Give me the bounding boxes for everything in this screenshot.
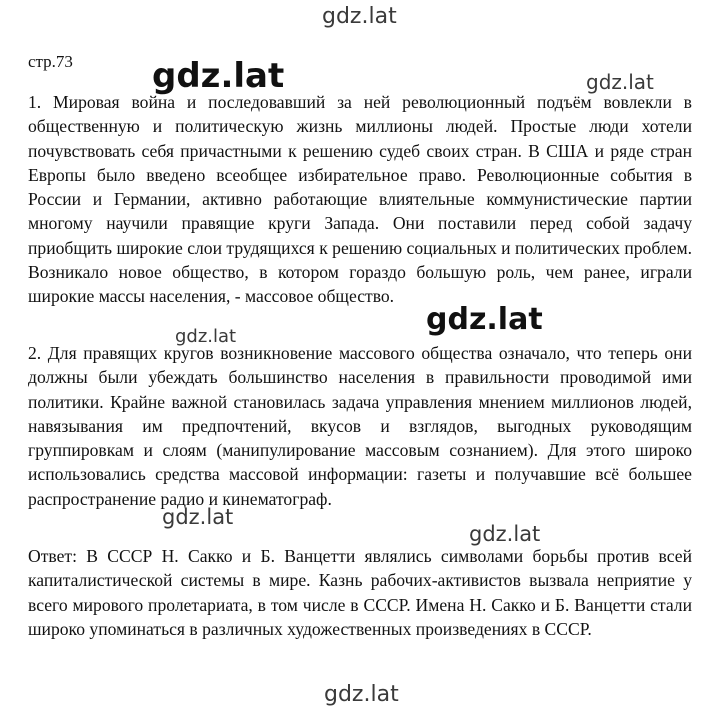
watermark-bold-1: gdz.lat bbox=[152, 56, 285, 96]
watermark-mid-2: gdz.lat bbox=[162, 505, 234, 529]
watermark-top: gdz.lat bbox=[322, 4, 397, 29]
answer-paragraph: Ответ: В СССР Н. Сакко и Б. Ванцетти являлись символами борьбы против всей капиталистической системы в мире. Казнь рабочих-активистов вызвала неприятие у всего мирового пролетариата, в том числе в СССР. Имена Н. Сакко и Б. Ванцетти стали широко упоминаться в различных художественных произведениях в СССР. bbox=[28, 546, 692, 639]
watermark-bottom: gdz.lat bbox=[324, 682, 399, 707]
watermark-bold-2: gdz.lat bbox=[426, 302, 543, 337]
paragraph-2: 2. Для правящих кругов возникновение массового общества означало, что теперь они должны были убеждать большинство населения в правильности проводимой ими политики. Крайне важной становилась задача управления мнением миллионов людей, навязывания им предпочтений, вкусов и взглядов, выгодных руководящим группировкам и слоям (манипулирование массовым сознанием). Для этого широко использовались средства массовой информации: газеты и получавшие всё большее распространение радио и кинематограф. bbox=[28, 343, 692, 509]
page-reference: стр.73 bbox=[28, 52, 73, 71]
paragraph-1: 1. Мировая война и последовавший за ней революционный подъём вовлекли в общественную и политическую жизнь миллионы людей. Простые люди хотели почувствовать себя причастными к решению судеб своих стран. В США и ряде стран Европы было введено всеобщее избирательное право. Революционные события в России и Германии, активно работающие влиятельные коммунистические партии многому научили правящие круги Запада. Они поставили перед собой задачу приобщить широкие слои трудящихся к решению социальных и политических проблем. Возникало новое общество, в котором гораздо большую роль, чем ранее, играли широкие массы населения, - массовое общество. bbox=[28, 92, 692, 307]
watermark-mid: gdz.lat bbox=[175, 326, 237, 347]
watermark-right-2: gdz.lat bbox=[469, 522, 541, 546]
watermark-right-1: gdz.lat bbox=[586, 70, 654, 94]
